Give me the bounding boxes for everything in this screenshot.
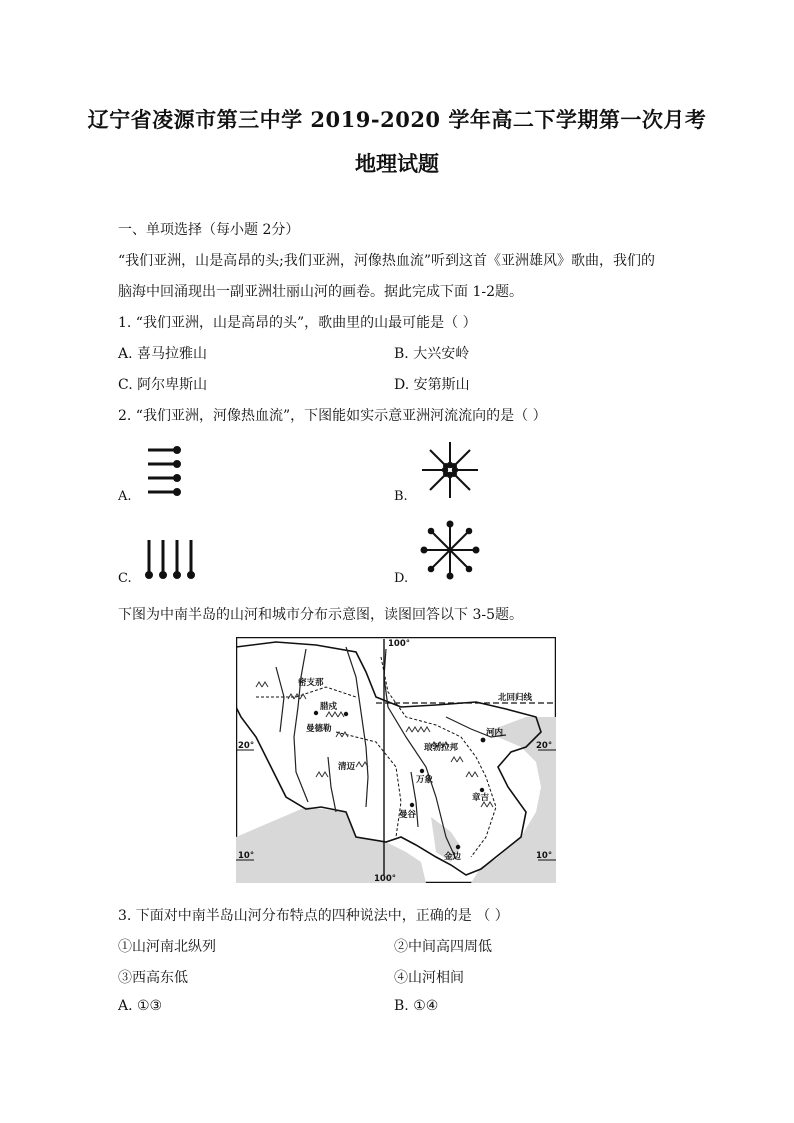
map-city-myitkyina: 密支那 <box>298 678 324 688</box>
intro-line-2: 脑海中回涌现出一副亚洲壮丽山河的画卷。据此完成下面 1-2题。 <box>118 284 523 300</box>
page-title: 辽宁省凌源市第三中学 2019-2020 学年高二下学期第一次月考 <box>87 107 707 132</box>
question-2-option-c-label: C. <box>118 571 132 586</box>
map-lat10-right: 10° <box>536 851 553 861</box>
map-lat20-left: 20° <box>238 741 255 751</box>
question-2-option-a-label: A. <box>118 489 132 504</box>
map-lat20-right: 20° <box>536 741 553 751</box>
arrows-radiate-figure <box>420 520 480 580</box>
map-city-vientiane: 万象 <box>416 775 434 785</box>
arrows-converge-figure <box>420 440 480 500</box>
map-city-chiangmai: 清迈 <box>338 762 356 772</box>
map-city-hanoi: 河内 <box>486 728 504 738</box>
map-lon-top: 100° <box>388 639 410 649</box>
map-city-luangprabang: 琅勃拉邦 <box>424 743 459 753</box>
question-3-option-b: B. ①④ <box>394 998 439 1014</box>
map-city-mandalay: 曼德勒 <box>306 724 332 734</box>
question-2-option-d-label: D. <box>394 571 409 586</box>
question-2-stem: 2. “我们亚洲，河像热血流”，下图能如实示意亚洲河流流向的是（ ） <box>118 408 547 424</box>
question-1-option-d: D. 安第斯山 <box>394 377 470 393</box>
question-2-option-b-label: B. <box>394 489 408 504</box>
question-3-statement-4: ④山河相间 <box>394 970 464 986</box>
map-lon-bottom: 100° <box>374 874 396 883</box>
question-1-option-a: A. 喜马拉雅山 <box>118 346 208 362</box>
map-tropic-label: 北回归线 <box>498 693 533 703</box>
arrows-south-figure <box>143 537 195 581</box>
section-heading: 一、单项选择（每小题 2分） <box>118 222 300 238</box>
question-3-statement-3: ③西高东低 <box>118 970 188 986</box>
map-city-bangkok: 曼谷 <box>399 810 417 820</box>
question-1-option-b: B. 大兴安岭 <box>394 346 470 362</box>
question-1-option-c: C. 阿尔卑斯山 <box>118 377 208 393</box>
question-3-statement-2: ②中间高四周低 <box>394 939 492 955</box>
map-city-phnompenh: 金边 <box>444 852 462 862</box>
arrows-east-figure <box>145 443 185 499</box>
question-3-stem: 3. 下面对中南半岛山河分布特点的四种说法中，正确的是 （ ） <box>118 908 509 924</box>
map-city-vientiane2: 章吉 <box>472 793 490 803</box>
indochina-map <box>236 637 556 883</box>
map-lat10-left: 10° <box>238 851 255 861</box>
page-subtitle: 地理试题 <box>355 151 439 176</box>
map-city-lashio: 腊戍 <box>320 702 338 712</box>
intro-line-1: “我们亚洲，山是高昂的头;我们亚洲，河像热血流”听到这首《亚洲雄风》歌曲，我们的 <box>118 253 656 269</box>
map-intro: 下图为中南半岛的山河和城市分布示意图，读图回答以下 3-5题。 <box>118 607 523 623</box>
question-3-option-a: A. ①③ <box>118 998 163 1014</box>
question-1-stem: 1. “我们亚洲，山是高昂的头”，歌曲里的山最可能是（ ） <box>118 315 477 331</box>
question-3-statement-1: ①山河南北纵列 <box>118 939 216 955</box>
